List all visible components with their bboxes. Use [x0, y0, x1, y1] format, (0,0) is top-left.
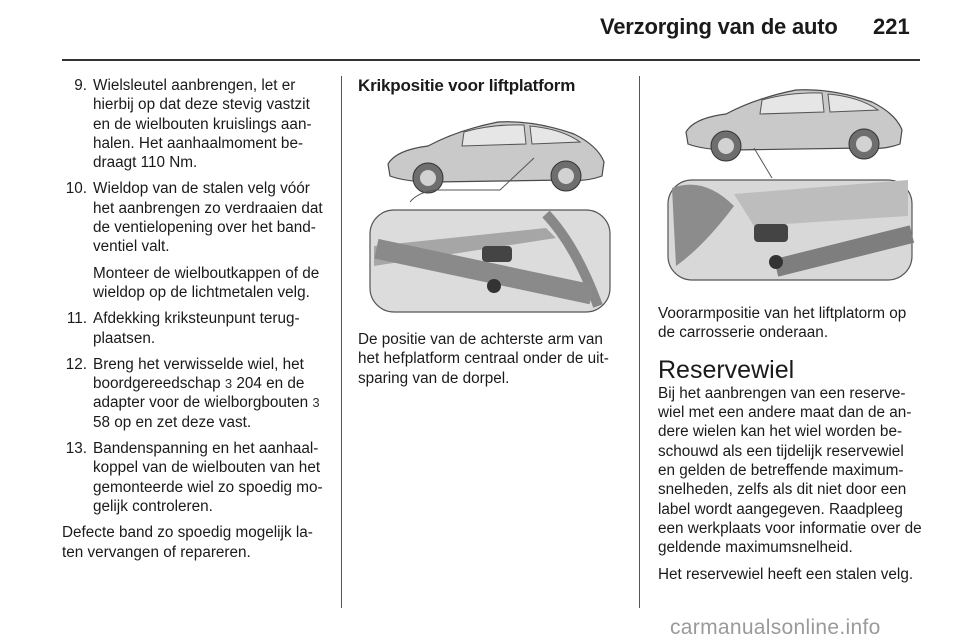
figure-caption: De positie van de achterste arm van het hefplatform centraal onder de uit-sparing van de dorpel. — [358, 331, 609, 387]
list-item: 11. Afdekking kriksteunpunt terug-plaatsen. — [66, 310, 300, 347]
list-item: 10. Wieldop van de stalen velg vóór het aanbrengen zo verdraaien dat de ventielopening over het band-ventiel valt. Monteer de wielboutkappen of de wieldop op de lichtmetalen velg. — [65, 180, 323, 301]
instructions-column — [60, 76, 330, 569]
page-ref-link[interactable]: 204 — [236, 375, 262, 393]
lift-position-column — [358, 76, 626, 105]
column-divider-right — [639, 76, 640, 608]
list-item: 13. Bandenspanning en het aanhaal-koppel van de wielbouten van het gemonteerde wiel zo spoedig mo-gelijk controleren. — [65, 440, 323, 515]
footer-note: Defecte band zo spoedig mogelijk la-ten vervangen of repareren. — [62, 524, 313, 561]
front-lift-arm-illustration — [664, 76, 920, 286]
body-text-column — [658, 304, 922, 591]
paragraph: Bij het aanbrengen van een reserve-wiel met een andere maat dan de an-dere wielen kan het wiel worden be-schouwd als een tijdelijk reservewiel en gelden de betreffende maximum-snelheden, zelfs als dit niet door een label wordt aangegeven. Raadpleeg een werkplaats voor informatie over de geldende maximumsnelheid. — [658, 384, 922, 557]
page-title: Verzorging van de auto — [600, 14, 838, 39]
figure-caption: Voorarmpositie van het liftplatorm op de carrosserie onderaan. — [658, 305, 907, 342]
rear-lift-arm-illustration — [366, 106, 622, 318]
page-number: 221 — [873, 14, 910, 39]
watermark: carmanualsonline.info — [670, 616, 881, 639]
section-heading: Reservewiel — [658, 355, 795, 384]
column-divider-left — [341, 76, 342, 608]
page-ref-arrow-icon: 3 — [224, 376, 233, 392]
list-item: 9. Wielsleutel aanbrengen, let er hierbij op dat deze stevig vastzit en de wielbouten kruislings aan-halen. Het aanhaalmoment be-draagt 110 Nm. — [74, 77, 312, 172]
section-heading: Krikpositie voor liftplatform — [358, 76, 576, 95]
paragraph: Het reservewiel heeft een stalen velg. — [658, 565, 914, 583]
page-ref-arrow-icon: 3 — [312, 395, 320, 411]
list-item: 12. Breng het verwisselde wiel, het boordgereedschap 3 204 en de adapter voor de wielborgbouten 3 58 op en zet deze vast. — [65, 355, 320, 431]
page-ref-link[interactable]: 58 — [93, 413, 111, 431]
header-divider — [62, 59, 920, 61]
